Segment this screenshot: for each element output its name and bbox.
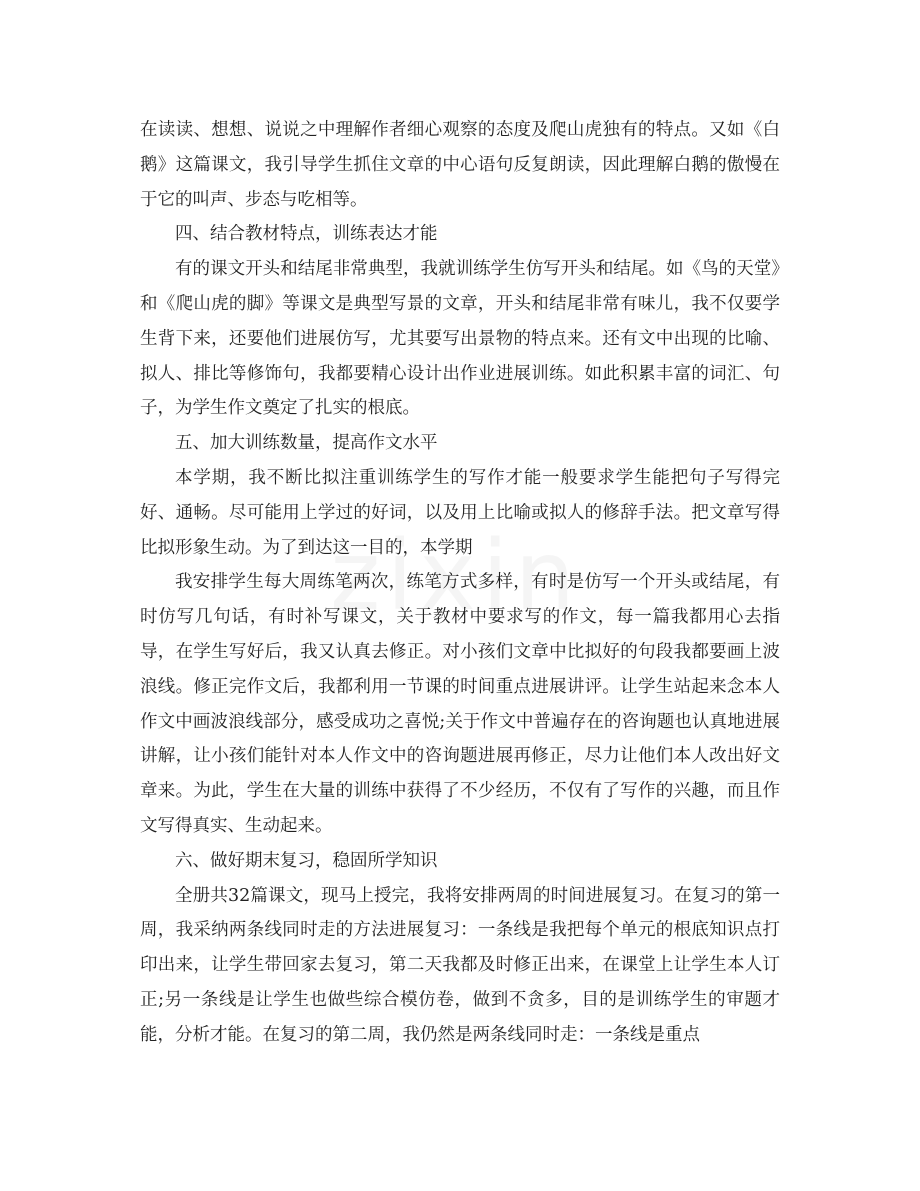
document-body xyxy=(140,113,780,1053)
paragraph-practice-schedule: 我安排学生每大周练笔两次，练笔方式多样，有时是仿写一个开头或结尾，有时仿写几句话，有时补写课文，关于教材中要求写的作文，每一篇我都用心去指导，在学生写好后，我又认真去修正。对小孩们文章中比拟好的句段我都要画上波浪线。修正完作文后，我都利用一节课的时间重点进展讲评。让学生站起来念本人作文中画波浪线部分，感受成功之喜悦;关于作文中普遍存在的咨询题也认真地进展讲解，让小孩们能针对本人作文中的咨询题进展再修正，尽力让他们本人改出好文章来。为此，学生在大量的训练中获得了不少经历，不仅有了写作的兴趣，而且作文写得真实、生动起来。 xyxy=(140,572,780,836)
paragraph-continuation: 在读读、想想、说说之中理解作者细心观察的态度及爬山虎独有的特点。又如《白鹅》这篇课文，我引导学生抓住文章的中心语句反复朗读，因此理解白鹅的傲慢在于它的叫声、步态与吃相等。 xyxy=(140,120,780,210)
section-heading-four: 四、结合教材特点，训练表达才能 xyxy=(175,224,438,245)
section-heading-six: 六、做好期末复习，稳固所学知识 xyxy=(175,850,438,871)
paragraph-imitation-writing: 有的课文开头和结尾非常典型，我就训练学生仿写开头和结尾。如《鸟的天堂》和《爬山虎的脚》等课文是典型写景的文章，开头和结尾非常有味儿，我不仅要学生背下来，还要他们进展仿写，尤其要写出景物的特点来。还有文中出现的比喻、拟人、排比等修饰句，我都要精心设计出作业进展训练。如此积累丰富的词汇、句子，为学生作文奠定了扎实的根底。 xyxy=(140,259,780,419)
paragraph-review-plan: 全册共32篇课文，现马上授完，我将安排两周的时间进展复习。在复习的第一周，我采纳两条线同时走的方法进展复习：一条线是我把每个单元的根底知识点打印出来，让学生带回家去复习，第二天我都及时修正出来，在课堂上让学生本人订正;另一条线是让学生也做些综合模仿卷，做到不贪多，目的是训练学生的审题才能，分析才能。在复习的第二周，我仍然是两条线同时走：一条线是重点 xyxy=(140,885,780,1045)
paragraph-writing-training: 本学期，我不断比拟注重训练学生的写作才能一般要求学生能把句子写得完好、通畅。尽可能用上学过的好词，以及用上比喻或拟人的修辞手法。把文章写得比拟形象生动。为了到达这一目的，本学期 xyxy=(140,467,780,558)
section-heading-five: 五、加大训练数量，提高作文水平 xyxy=(175,433,438,454)
